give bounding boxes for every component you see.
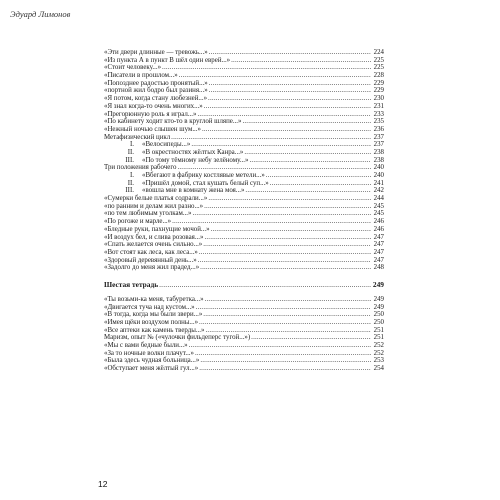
toc-entry-text: «По тому тёмному небу зелёному...» <box>142 156 249 164</box>
dot-leader <box>199 319 371 327</box>
toc-entry[interactable] <box>104 187 384 195</box>
toc-group-worker-positions <box>104 172 384 195</box>
toc-entry-page-number: 228 <box>373 72 384 80</box>
toc-entry-title <box>104 226 210 234</box>
toc-group-a <box>104 49 384 141</box>
toc-entry-text: «вошла мне в комнату жена моя...» <box>142 187 245 195</box>
toc-entry-text: «по ранним и делам жил разно...» <box>104 202 204 210</box>
toc-entry-page-number: 231 <box>373 102 384 110</box>
toc-entry[interactable] <box>104 49 384 57</box>
toc-entry-text: «Все аптеки как камень тверды...» <box>104 326 205 334</box>
dot-leader <box>242 118 371 126</box>
toc-entry-text: «Велосипеды...» <box>142 141 191 149</box>
dot-leader <box>204 234 371 242</box>
toc-entry-text: «Вот стоят как леса, как леса...» <box>104 248 198 256</box>
toc-entry-page-number: 251 <box>373 326 384 334</box>
toc-entry[interactable] <box>104 141 384 149</box>
dot-leader <box>270 180 371 188</box>
toc-entry[interactable] <box>104 327 384 335</box>
toc-entry-text: «По рогоже и марле...» <box>104 218 172 226</box>
toc-group-d <box>104 296 384 373</box>
toc-entry-roman-numeral: I. <box>129 172 134 179</box>
toc-entry-text: Три положения рабочего <box>104 164 177 172</box>
toc-section-heading[interactable] <box>104 280 384 289</box>
dot-leader <box>172 218 371 226</box>
toc-entry-title <box>104 365 198 373</box>
dot-leader <box>203 241 371 249</box>
dot-leader <box>209 49 371 57</box>
dot-leader <box>211 226 371 234</box>
dot-leader <box>179 72 371 80</box>
toc-group-c <box>104 195 384 272</box>
dot-leader <box>208 95 371 103</box>
toc-entry-page-number: 240 <box>373 164 384 172</box>
toc-entry-title <box>104 203 203 211</box>
toc-entry-page-number: 247 <box>373 256 384 264</box>
toc-entry-page-number: 252 <box>373 349 384 357</box>
toc-entry-page-number: 252 <box>373 342 384 350</box>
toc-entry[interactable] <box>104 357 384 365</box>
dot-leader <box>244 149 371 157</box>
toc-entry-page-number: 245 <box>373 202 384 210</box>
toc-entry-page-number: 253 <box>373 357 384 365</box>
page-number: 12 <box>98 479 108 489</box>
toc-entry[interactable] <box>104 365 384 373</box>
toc-entry-page-number: 249 <box>373 295 384 303</box>
toc-entry-title <box>104 187 244 195</box>
dot-leader <box>200 264 371 272</box>
toc-entry-text: «И воздух бел, и слива розовая...» <box>104 233 204 241</box>
dot-leader <box>204 203 371 211</box>
toc-entry[interactable] <box>104 57 384 65</box>
toc-entry-page-number: 224 <box>373 49 384 56</box>
toc-entry-text: «Я потом, когда стану любезней...» <box>104 95 208 103</box>
dot-leader <box>177 164 371 172</box>
dot-leader <box>196 304 371 312</box>
toc-entry-title <box>104 64 161 72</box>
toc-entry-page-number: 225 <box>373 56 384 64</box>
dot-leader <box>208 195 371 203</box>
running-header-author: Эдуард Лимонов <box>10 9 71 19</box>
toc-entry[interactable] <box>104 64 384 72</box>
toc-entry-title <box>104 164 176 172</box>
toc-entry-page-number: 240 <box>373 172 384 179</box>
dot-leader <box>192 210 371 218</box>
toc-entry[interactable] <box>104 249 384 257</box>
toc-entry-page-number: 235 <box>373 118 384 126</box>
toc-entry-title <box>104 264 199 272</box>
toc-entry[interactable] <box>104 134 384 142</box>
toc-entry-page-number: 230 <box>373 95 384 103</box>
toc-entry-text: «портной жил бодро был разиня...» <box>104 87 208 95</box>
toc-entry-title <box>104 311 202 319</box>
toc-entry-page-number: 245 <box>373 210 384 218</box>
toc-entry-title <box>104 257 197 265</box>
toc-entry-page-number: 250 <box>373 311 384 319</box>
toc-entry-page-number: 229 <box>373 79 384 87</box>
toc-entry-title <box>104 126 201 134</box>
toc-entry-roman-numeral: III. <box>125 187 134 195</box>
dot-leader <box>209 80 371 88</box>
toc-entry-text: Метафизический цикл <box>104 133 171 141</box>
toc-entry[interactable] <box>104 111 384 119</box>
toc-entry-text: «За то ночные волки плачут...» <box>104 349 194 357</box>
toc-entry[interactable] <box>104 241 384 249</box>
toc-entry-title <box>104 95 207 103</box>
toc-entry[interactable] <box>104 334 384 342</box>
toc-entry-text: «Писатели в прошлом...» <box>104 72 178 80</box>
toc-entry[interactable] <box>104 257 384 265</box>
toc-entry-page-number: 246 <box>373 218 384 226</box>
toc-entry-text: «Стоит человеку...» <box>104 64 162 72</box>
dot-leader <box>198 257 371 265</box>
toc-entry-title <box>104 241 202 249</box>
toc-entry-title <box>104 319 198 327</box>
toc-entry-roman-numeral: III. <box>125 156 134 164</box>
dot-leader <box>251 334 371 342</box>
toc-group-b <box>104 164 384 172</box>
toc-entry-page-number: 238 <box>373 148 384 156</box>
toc-entry-text: «Была здесь чудная больница...» <box>104 357 200 365</box>
toc-entry-title <box>104 72 178 80</box>
toc-entry[interactable] <box>104 180 384 188</box>
dot-leader <box>209 87 371 95</box>
toc-entry-page-number: 241 <box>373 179 384 187</box>
toc-entry-text: «Здоровый деревянный день...» <box>104 256 197 264</box>
toc-entry-text: «Сумерки белые платья содрали...» <box>104 195 208 203</box>
toc-entry[interactable] <box>104 350 384 358</box>
toc-entry-title <box>104 342 188 350</box>
toc-entry-title <box>104 334 250 342</box>
toc-entry-title <box>104 327 204 335</box>
toc-entry-title <box>104 195 207 203</box>
dot-leader <box>231 57 371 65</box>
toc-entry-title <box>104 172 265 180</box>
toc-entry-page-number: 236 <box>373 125 384 133</box>
toc-entry-text: «Нежный ночью слышен шум...» <box>104 125 201 133</box>
toc-entry-title <box>104 118 241 126</box>
toc-entry[interactable] <box>104 149 384 157</box>
toc-entry-page-number: 247 <box>373 248 384 256</box>
toc-entry-title <box>104 111 196 119</box>
toc-entry-page-number: 250 <box>373 319 384 326</box>
toc-entry-page-number: 249 <box>373 303 384 311</box>
toc-entry-text: «Бледные руки, пахнущие мочой...» <box>104 225 210 233</box>
toc-entry-page-number: 251 <box>373 334 384 342</box>
toc-entry-text: «Вбегают в фабрику костлявые метели...» <box>142 172 265 179</box>
section-page-number: 249 <box>372 279 384 289</box>
toc-entry-text: «по тем любимым уголкам...» <box>104 210 192 218</box>
toc-entry-text: «Из пункта А в пункт В шёл один еврей...» <box>104 56 231 64</box>
toc-entry[interactable] <box>104 87 384 95</box>
dot-leader <box>203 311 371 319</box>
toc-entry[interactable] <box>104 195 384 203</box>
dot-leader <box>171 134 371 142</box>
toc-entry-roman-numeral: II. <box>127 148 134 156</box>
toc-entry-title <box>104 157 248 165</box>
toc-entry-title <box>104 180 269 188</box>
toc-entry-page-number: 242 <box>373 187 384 195</box>
toc-entry[interactable] <box>104 218 384 226</box>
toc-entry-title <box>104 218 171 226</box>
toc-entry-title <box>104 357 199 365</box>
toc-entry-roman-numeral: I. <box>129 141 134 149</box>
toc-entry[interactable] <box>104 226 384 234</box>
toc-entry[interactable] <box>104 72 384 80</box>
dot-leader <box>202 126 371 134</box>
dot-leader <box>197 111 371 119</box>
toc-entry-page-number: 233 <box>373 110 384 118</box>
toc-entry-title <box>104 87 208 95</box>
toc-entry-title <box>104 103 203 111</box>
toc-entry[interactable] <box>104 118 384 126</box>
toc-entry[interactable] <box>104 210 384 218</box>
toc-entry-text: Маризм, опыт № («чулочки фильдеперс тугой...») <box>104 334 251 342</box>
toc-entry-title <box>104 80 208 88</box>
dot-leader <box>205 327 371 335</box>
toc-entry[interactable] <box>104 234 384 242</box>
section-title: Шестая тетрадь <box>104 279 159 289</box>
dot-leader <box>245 187 371 195</box>
toc-entry-title <box>104 249 198 257</box>
toc-entry[interactable] <box>104 203 384 211</box>
toc-entry[interactable] <box>104 103 384 111</box>
toc-entry-text: «Обступает меня жёлтый гул...» <box>104 365 199 373</box>
dot-leader <box>162 64 371 72</box>
toc-entry[interactable] <box>104 164 384 172</box>
toc-entry[interactable] <box>104 311 384 319</box>
table-of-contents <box>104 49 384 373</box>
dot-leader <box>266 172 371 180</box>
toc-entry[interactable] <box>104 126 384 134</box>
toc-entry-page-number: 237 <box>373 141 384 149</box>
dot-leader <box>249 157 371 165</box>
toc-entry[interactable] <box>104 80 384 88</box>
toc-entry[interactable] <box>104 264 384 272</box>
dot-leader <box>189 342 371 350</box>
toc-entry-text: «Мы с вами бедные были...» <box>104 342 188 350</box>
toc-entry-page-number: 254 <box>373 365 384 373</box>
dot-leader <box>199 365 371 373</box>
toc-entry-text: «В окрестностях жёлтых Канра...» <box>142 148 244 156</box>
dot-leader <box>159 280 371 289</box>
toc-entry[interactable] <box>104 319 384 327</box>
toc-entry-title <box>104 49 208 57</box>
toc-entry-roman-numeral: II. <box>127 179 134 187</box>
toc-entry-page-number: 238 <box>373 156 384 164</box>
toc-entry[interactable] <box>104 157 384 165</box>
toc-entry-page-number: 248 <box>373 264 384 272</box>
toc-entry-text: «Ты возьми-ка меня, табуретка...» <box>104 295 204 303</box>
toc-entry-title <box>104 210 191 218</box>
toc-entry-text: «В тогда, когда мы были звери...» <box>104 311 203 319</box>
toc-entry-title <box>104 296 204 304</box>
toc-entry[interactable] <box>104 172 384 180</box>
dot-leader <box>195 350 371 358</box>
toc-entry-text: «Попозднее радостью пронятый...» <box>104 79 208 87</box>
toc-entry-title <box>104 234 203 242</box>
toc-entry[interactable] <box>104 95 384 103</box>
toc-entry-title <box>104 134 170 142</box>
toc-entry-title <box>104 141 190 149</box>
toc-entry[interactable] <box>104 296 384 304</box>
toc-entry-page-number: 225 <box>373 64 384 72</box>
toc-entry-text: «Прегорюнную роль я играл...» <box>104 110 197 118</box>
dot-leader <box>199 249 371 257</box>
dot-leader <box>204 103 371 111</box>
toc-entry-text: «Спать желается очень сильно...» <box>104 241 203 249</box>
toc-entry-text: «Имея щёки воздухом полны...» <box>104 319 199 326</box>
toc-entry-text: «Задолго до меня жил прадед...» <box>104 264 200 272</box>
toc-entry-text: «По кабинету ходит кто-то в круглой шляпе...» <box>104 118 242 126</box>
toc-entry-text: «Пришёл домой, стал кушать белый суп...» <box>142 179 269 187</box>
toc-entry-page-number: 229 <box>373 87 384 95</box>
dot-leader <box>191 141 371 149</box>
dot-leader <box>205 296 371 304</box>
toc-entry-title <box>104 350 194 358</box>
toc-entry-title <box>104 57 230 65</box>
toc-entry-page-number: 247 <box>373 241 384 249</box>
toc-entry-page-number: 247 <box>373 233 384 241</box>
dot-leader <box>200 357 371 365</box>
toc-entry[interactable] <box>104 342 384 350</box>
toc-entry-title <box>104 304 195 312</box>
toc-entry-text: «Эти двери длинные — тревожь...» <box>104 49 208 56</box>
toc-group-metaphysical-cycle <box>104 141 384 164</box>
toc-entry[interactable] <box>104 304 384 312</box>
toc-entry-text: «Двигается туча над кустом...» <box>104 303 195 311</box>
toc-entry-page-number: 246 <box>373 225 384 233</box>
toc-entry-page-number: 237 <box>373 133 384 141</box>
toc-entry-text: «Я знал когда-то очень многих...» <box>104 102 203 110</box>
toc-entry-page-number: 244 <box>373 195 384 203</box>
toc-entry-title <box>104 149 243 157</box>
